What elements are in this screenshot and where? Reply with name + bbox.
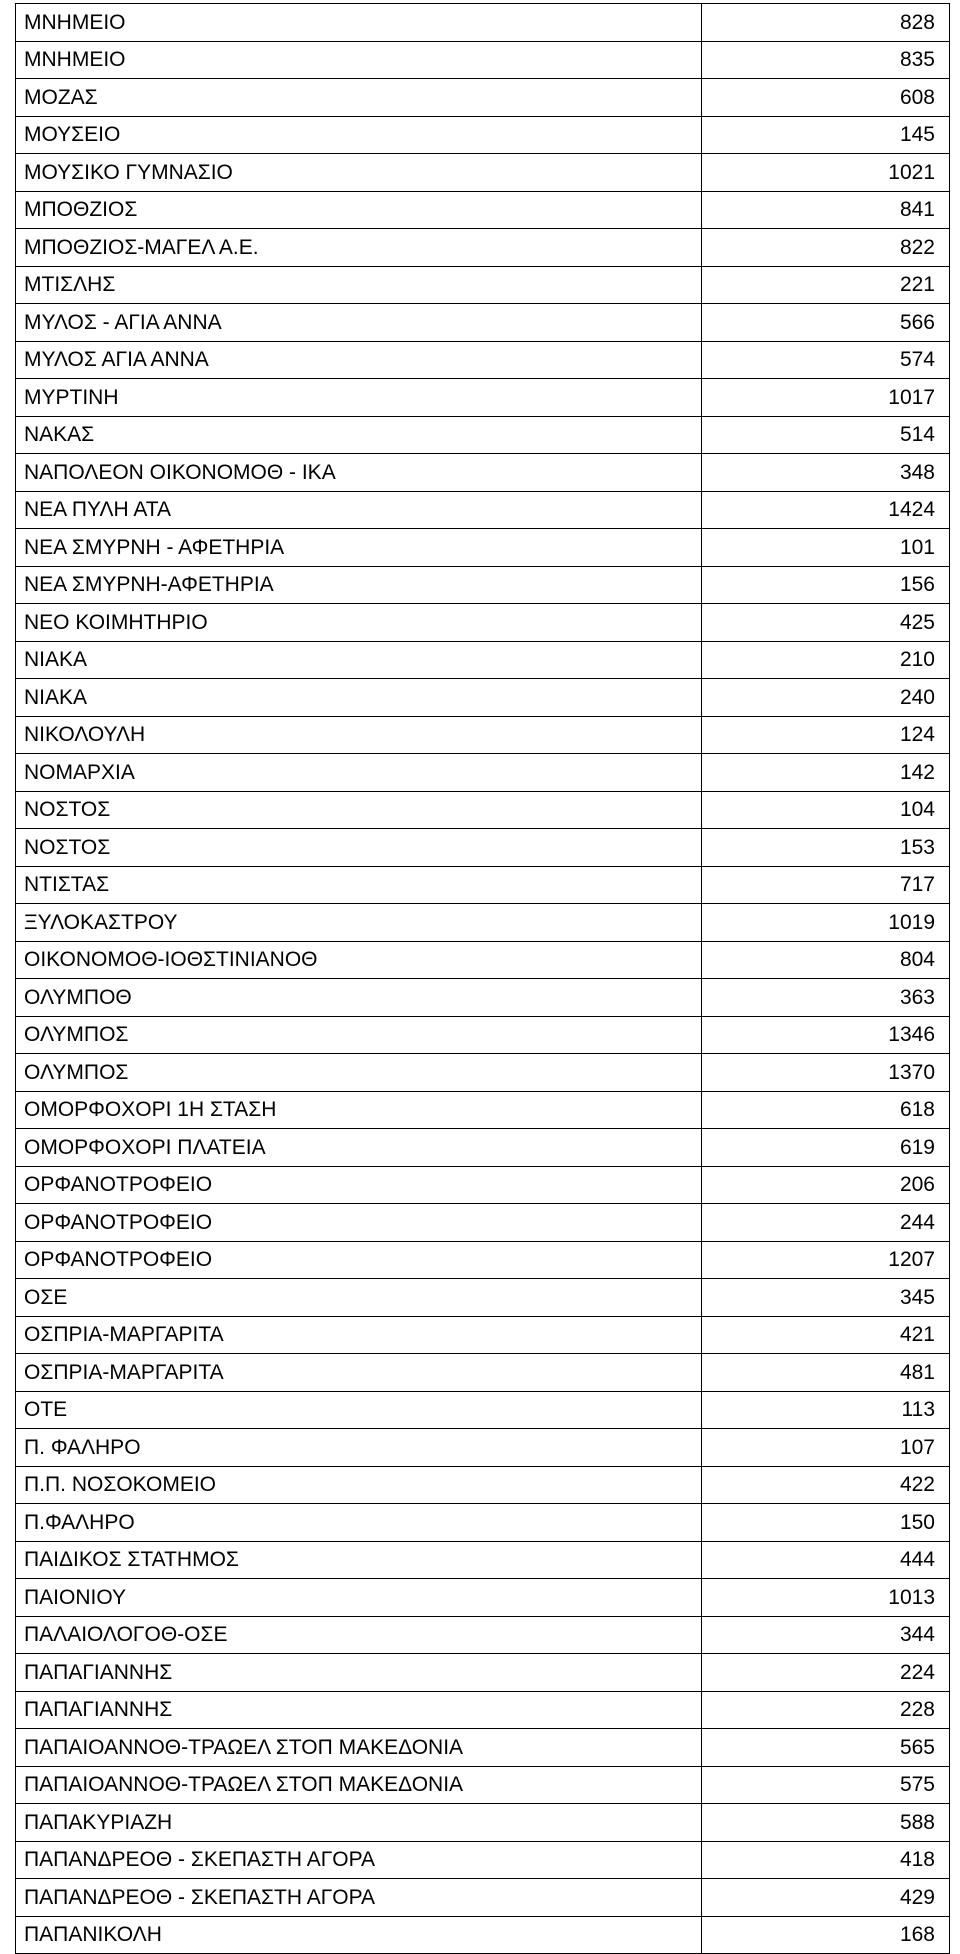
stop-name-cell: ΝΕΑ ΣΜΥΡΝΗ-ΑΦΕΤΗΡΙΑ — [16, 566, 702, 604]
stop-code-cell: 101 — [702, 529, 950, 567]
table-row — [16, 1841, 950, 1879]
table-row — [16, 1804, 950, 1842]
stop-code-cell: 1013 — [702, 1579, 950, 1617]
table-row — [16, 1616, 950, 1654]
table-row — [16, 154, 950, 192]
stop-code-cell: 804 — [702, 941, 950, 979]
table-row — [16, 1279, 950, 1317]
stop-name-cell: ΟΛΥΜΠΟΣ — [16, 1016, 702, 1054]
table-row — [16, 116, 950, 154]
stop-name-cell: ΟΣΠΡΙΑ-ΜΑΡΓΑΡΙΤΑ — [16, 1354, 702, 1392]
table-row — [16, 1691, 950, 1729]
stop-code-cell: 156 — [702, 566, 950, 604]
stop-code-cell: 206 — [702, 1166, 950, 1204]
stop-name-cell: ΝΕΑ ΣΜΥΡΝΗ - ΑΦΕΤΗΡΙΑ — [16, 529, 702, 567]
stop-code-cell: 113 — [702, 1391, 950, 1429]
stop-name-cell: ΝΤΙΣΤΑΣ — [16, 866, 702, 904]
stop-name-cell: Π.Π. ΝΟΣΟΚΟΜΕΙΟ — [16, 1466, 702, 1504]
table-row — [16, 79, 950, 117]
stop-code-cell: 1207 — [702, 1241, 950, 1279]
stop-name-cell: ΟΛΥΜΠΟΣ — [16, 1054, 702, 1092]
table-row — [16, 454, 950, 492]
table-row — [16, 1541, 950, 1579]
stop-code-cell: 425 — [702, 604, 950, 642]
stop-name-cell: ΟΡΦΑΝΟΤΡΟΦΕΙΟ — [16, 1241, 702, 1279]
table-row — [16, 754, 950, 792]
stop-code-cell: 244 — [702, 1204, 950, 1242]
stop-name-cell: ΠΑΠΑΓΙΑΝΝΗΣ — [16, 1654, 702, 1692]
table-row — [16, 1429, 950, 1467]
table-row — [16, 1466, 950, 1504]
stop-name-cell: ΞΥΛΟΚΑΣΤΡΟΥ — [16, 904, 702, 942]
stop-code-cell: 566 — [702, 304, 950, 342]
stop-name-cell: ΟΤΕ — [16, 1391, 702, 1429]
stop-name-cell: ΟΜΟΡΦΟΧΟΡΙ 1Η ΣΤΑΣΗ — [16, 1091, 702, 1129]
stop-code-cell: 240 — [702, 679, 950, 717]
stop-code-cell: 514 — [702, 416, 950, 454]
stop-name-cell: ΝΙΑΚΑ — [16, 641, 702, 679]
table-row — [16, 1016, 950, 1054]
stop-name-cell: ΠΑΠΑΝΙΚΟΛΗ — [16, 1916, 702, 1954]
table-row — [16, 304, 950, 342]
stop-name-cell: ΝΟΜΑΡΧΙΑ — [16, 754, 702, 792]
table-row — [16, 1879, 950, 1917]
table-row — [16, 604, 950, 642]
stop-code-cell: 822 — [702, 229, 950, 267]
table-row — [16, 4, 950, 42]
stop-code-cell: 344 — [702, 1616, 950, 1654]
stop-code-cell: 828 — [702, 4, 950, 42]
stop-name-cell: ΜΟΥΣΕΙΟ — [16, 116, 702, 154]
stop-code-cell: 1424 — [702, 491, 950, 529]
table-row — [16, 641, 950, 679]
table-row — [16, 191, 950, 229]
stop-name-cell: ΜΝΗΜΕΙΟ — [16, 41, 702, 79]
stop-name-cell: ΜΥΛΟΣ ΑΓΙΑ ΑΝΝΑ — [16, 341, 702, 379]
stop-code-cell: 228 — [702, 1691, 950, 1729]
stop-name-cell: ΟΜΟΡΦΟΧΟΡΙ ΠΛΑΤΕΙΑ — [16, 1129, 702, 1167]
stop-code-cell: 107 — [702, 1429, 950, 1467]
stop-name-cell: ΜΝΗΜΕΙΟ — [16, 4, 702, 42]
stop-name-cell: ΝΙΑΚΑ — [16, 679, 702, 717]
table-row — [16, 491, 950, 529]
stop-code-cell: 363 — [702, 979, 950, 1017]
stop-name-cell: ΠΑΙΟΝΙΟΥ — [16, 1579, 702, 1617]
stop-code-cell: 221 — [702, 266, 950, 304]
stop-name-cell: ΠΑΠΑΝΔΡΕΟΘ - ΣΚΕΠΑΣΤΗ ΑΓΟΡΑ — [16, 1879, 702, 1917]
stop-code-cell: 168 — [702, 1916, 950, 1954]
stop-code-cell: 429 — [702, 1879, 950, 1917]
stop-name-cell: ΠΑΠΑΝΔΡΕΟΘ - ΣΚΕΠΑΣΤΗ ΑΓΟΡΑ — [16, 1841, 702, 1879]
stop-name-cell: ΜΤΙΣΛΗΣ — [16, 266, 702, 304]
table-row — [16, 416, 950, 454]
table-row — [16, 229, 950, 267]
table-row — [16, 866, 950, 904]
stop-name-cell: ΠΑΛΑΙΟΛΟΓΟΘ-ΟΣΕ — [16, 1616, 702, 1654]
stop-code-cell: 1370 — [702, 1054, 950, 1092]
stop-code-cell: 1017 — [702, 379, 950, 417]
table-row — [16, 1766, 950, 1804]
stop-name-cell: ΠΑΠΑΙΟΑΝΝΟΘ-ΤΡΑΩΕΛ ΣΤΟΠ ΜΑΚΕΔΟΝΙΑ — [16, 1766, 702, 1804]
stop-code-cell: 841 — [702, 191, 950, 229]
table-row — [16, 566, 950, 604]
stop-name-cell: ΝΑΚΑΣ — [16, 416, 702, 454]
stop-code-cell: 618 — [702, 1091, 950, 1129]
table-row — [16, 41, 950, 79]
stop-code-cell: 588 — [702, 1804, 950, 1842]
table-row — [16, 379, 950, 417]
table-row — [16, 529, 950, 567]
stop-code-cell: 608 — [702, 79, 950, 117]
stop-code-cell: 150 — [702, 1504, 950, 1542]
table-row — [16, 979, 950, 1017]
stop-code-table-body — [16, 4, 950, 1954]
stop-name-cell: Π.ΦΑΛΗΡΟ — [16, 1504, 702, 1542]
table-row — [16, 341, 950, 379]
stop-code-cell: 422 — [702, 1466, 950, 1504]
stop-code-cell: 1021 — [702, 154, 950, 192]
table-row — [16, 1054, 950, 1092]
table-row — [16, 1916, 950, 1954]
stop-code-cell: 124 — [702, 716, 950, 754]
stop-name-cell: ΝΙΚΟΛΟΥΛΗ — [16, 716, 702, 754]
table-row — [16, 1241, 950, 1279]
stop-code-cell: 421 — [702, 1316, 950, 1354]
stop-name-cell: ΜΟΖΑΣ — [16, 79, 702, 117]
table-row — [16, 941, 950, 979]
stop-name-cell: ΟΛΥΜΠΟΘ — [16, 979, 702, 1017]
table-row — [16, 1129, 950, 1167]
table-row — [16, 1354, 950, 1392]
stop-code-cell: 481 — [702, 1354, 950, 1392]
stop-code-cell: 1019 — [702, 904, 950, 942]
stop-name-cell: ΝΕΑ ΠΥΛΗ ΑΤΑ — [16, 491, 702, 529]
stop-code-cell: 565 — [702, 1729, 950, 1767]
stop-name-cell: ΜΟΥΣΙΚΟ ΓΥΜΝΑΣΙΟ — [16, 154, 702, 192]
stop-code-cell: 104 — [702, 791, 950, 829]
stop-name-cell: ΝΑΠΟΛΕΟΝ ΟΙΚΟΝΟΜΟΘ - ΙΚΑ — [16, 454, 702, 492]
table-row — [16, 1091, 950, 1129]
stop-code-cell: 575 — [702, 1766, 950, 1804]
stop-name-cell: ΝΟΣΤΟΣ — [16, 791, 702, 829]
stop-name-cell: ΟΡΦΑΝΟΤΡΟΦΕΙΟ — [16, 1204, 702, 1242]
stop-code-cell: 717 — [702, 866, 950, 904]
stop-name-cell: ΜΥΡΤΙΝΗ — [16, 379, 702, 417]
stop-code-cell: 619 — [702, 1129, 950, 1167]
table-row — [16, 1391, 950, 1429]
stop-code-cell: 153 — [702, 829, 950, 867]
stop-name-cell: ΟΣΕ — [16, 1279, 702, 1317]
table-row — [16, 829, 950, 867]
stop-code-cell: 145 — [702, 116, 950, 154]
stop-code-cell: 210 — [702, 641, 950, 679]
table-row — [16, 1579, 950, 1617]
table-row — [16, 1729, 950, 1767]
stop-code-cell: 345 — [702, 1279, 950, 1317]
stop-name-cell: ΝΕΟ ΚΟΙΜΗΤΗΡΙΟ — [16, 604, 702, 642]
stop-name-cell: ΝΟΣΤΟΣ — [16, 829, 702, 867]
stop-name-cell: ΠΑΠΑΚΥΡΙΑΖΗ — [16, 1804, 702, 1842]
stop-code-cell: 348 — [702, 454, 950, 492]
stop-name-cell: Π. ΦΑΛΗΡΟ — [16, 1429, 702, 1467]
table-row — [16, 791, 950, 829]
stop-code-cell: 224 — [702, 1654, 950, 1692]
stop-code-cell: 835 — [702, 41, 950, 79]
table-row — [16, 679, 950, 717]
stop-code-cell: 418 — [702, 1841, 950, 1879]
table-row — [16, 716, 950, 754]
stop-code-cell: 1346 — [702, 1016, 950, 1054]
table-row — [16, 1654, 950, 1692]
stop-name-cell: ΟΡΦΑΝΟΤΡΟΦΕΙΟ — [16, 1166, 702, 1204]
stop-name-cell: ΟΙΚΟΝΟΜΟΘ-ΙΟΘΣΤΙΝΙΑΝΟΘ — [16, 941, 702, 979]
stop-name-cell: ΟΣΠΡΙΑ-ΜΑΡΓΑΡΙΤΑ — [16, 1316, 702, 1354]
table-row — [16, 1166, 950, 1204]
stop-list-document — [15, 3, 949, 1954]
stop-code-cell: 444 — [702, 1541, 950, 1579]
stop-code-cell: 142 — [702, 754, 950, 792]
stop-name-cell: ΠΑΠΑΙΟΑΝΝΟΘ-ΤΡΑΩΕΛ ΣΤΟΠ ΜΑΚΕΔΟΝΙΑ — [16, 1729, 702, 1767]
stop-code-table — [15, 3, 950, 1954]
stop-code-cell: 574 — [702, 341, 950, 379]
stop-name-cell: ΠΑΠΑΓΙΑΝΝΗΣ — [16, 1691, 702, 1729]
table-row — [16, 1204, 950, 1242]
stop-name-cell: ΠΑΙΔΙΚΟΣ ΣΤΑΤΗΜΟΣ — [16, 1541, 702, 1579]
table-row — [16, 904, 950, 942]
stop-name-cell: ΜΠΟΘΖΙΟΣ — [16, 191, 702, 229]
stop-name-cell: ΜΠΟΘΖΙΟΣ-ΜΑΓΕΛ Α.Ε. — [16, 229, 702, 267]
stop-name-cell: ΜΥΛΟΣ - ΑΓΙΑ ΑΝΝΑ — [16, 304, 702, 342]
table-row — [16, 266, 950, 304]
table-row — [16, 1504, 950, 1542]
table-row — [16, 1316, 950, 1354]
